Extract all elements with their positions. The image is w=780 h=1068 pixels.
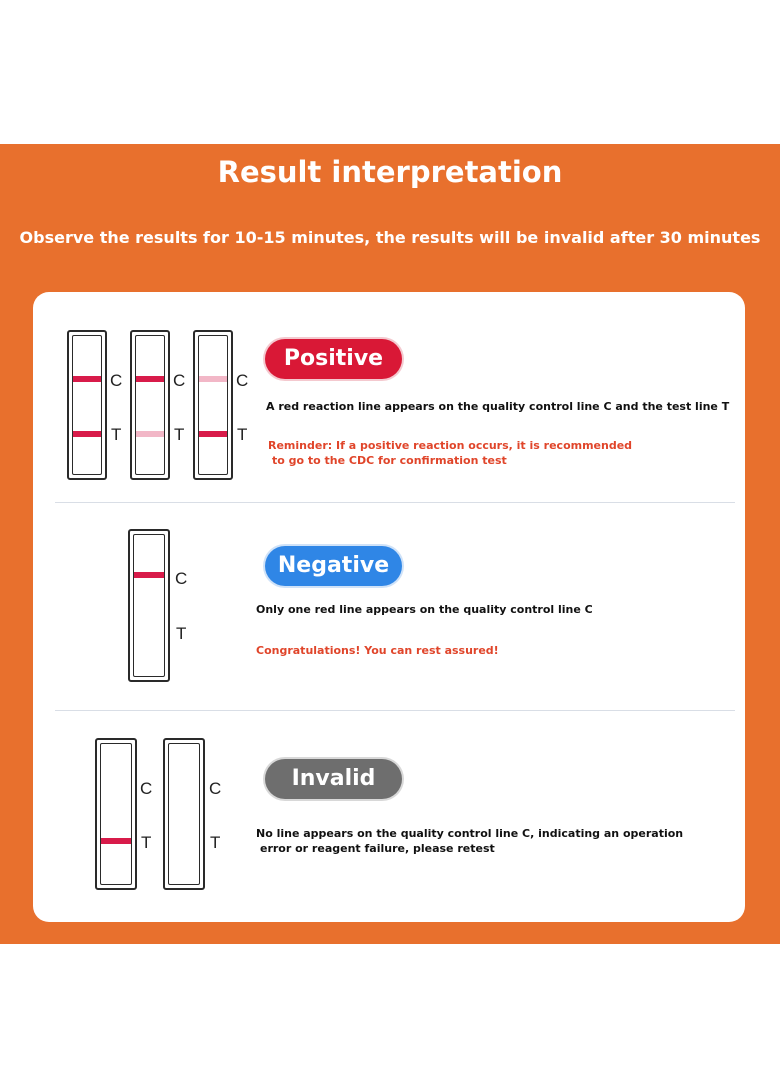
test-label: T [237,425,248,444]
page-subtitle: Observe the results for 10-15 minutes, the results will be invalid after 30 minutes [19,228,761,247]
control-line-strong [73,376,101,382]
positive-reminder-line1: Reminder: If a positive reaction occurs, it is recommended [268,439,633,452]
control-label: C [236,371,249,390]
test-line-strong [73,431,101,437]
test-strip-invalid-2 [163,738,205,890]
test-strip-negative [128,529,170,682]
positive-badge: Positive [265,339,402,379]
test-strip-invalid-1 [95,738,137,890]
strip-window [133,534,165,677]
control-line-strong [134,572,164,578]
control-label: C [140,779,153,798]
test-line-strong [101,838,131,844]
negative-badge: Negative [265,546,402,586]
control-label: C [173,371,186,390]
invalid-description-line2: error or reagent failure, please retest [260,842,495,855]
control-label: C [110,371,123,390]
page-title: Result interpretation [217,155,563,189]
control-label: C [175,569,188,588]
strip-window [168,743,200,885]
section-divider [55,502,735,503]
positive-reminder-line2: to go to the CDC for confirmation test [272,454,507,467]
negative-congratulations: Congratulations! You can rest assured! [256,644,499,657]
test-strip-positive-3 [193,330,233,480]
strip-window [135,335,165,475]
test-label: T [176,624,187,643]
test-label: T [174,425,185,444]
negative-description: Only one red line appears on the quality control line C [256,603,593,616]
positive-description: A red reaction line appears on the quality control line C and the test line T [266,400,730,413]
section-divider [55,710,735,711]
test-strip-positive-1 [67,330,107,480]
test-strip-positive-2 [130,330,170,480]
strip-window [100,743,132,885]
invalid-badge: Invalid [265,759,402,799]
test-line-strong [199,431,227,437]
test-label: T [210,833,221,852]
strip-window [72,335,102,475]
control-label: C [209,779,222,798]
test-line-faint [136,431,164,437]
control-line-strong [136,376,164,382]
strip-window [198,335,228,475]
control-line-faint [199,376,227,382]
test-label: T [111,425,122,444]
test-label: T [141,833,152,852]
invalid-description-line1: No line appears on the quality control line C, indicating an operation [256,827,684,840]
